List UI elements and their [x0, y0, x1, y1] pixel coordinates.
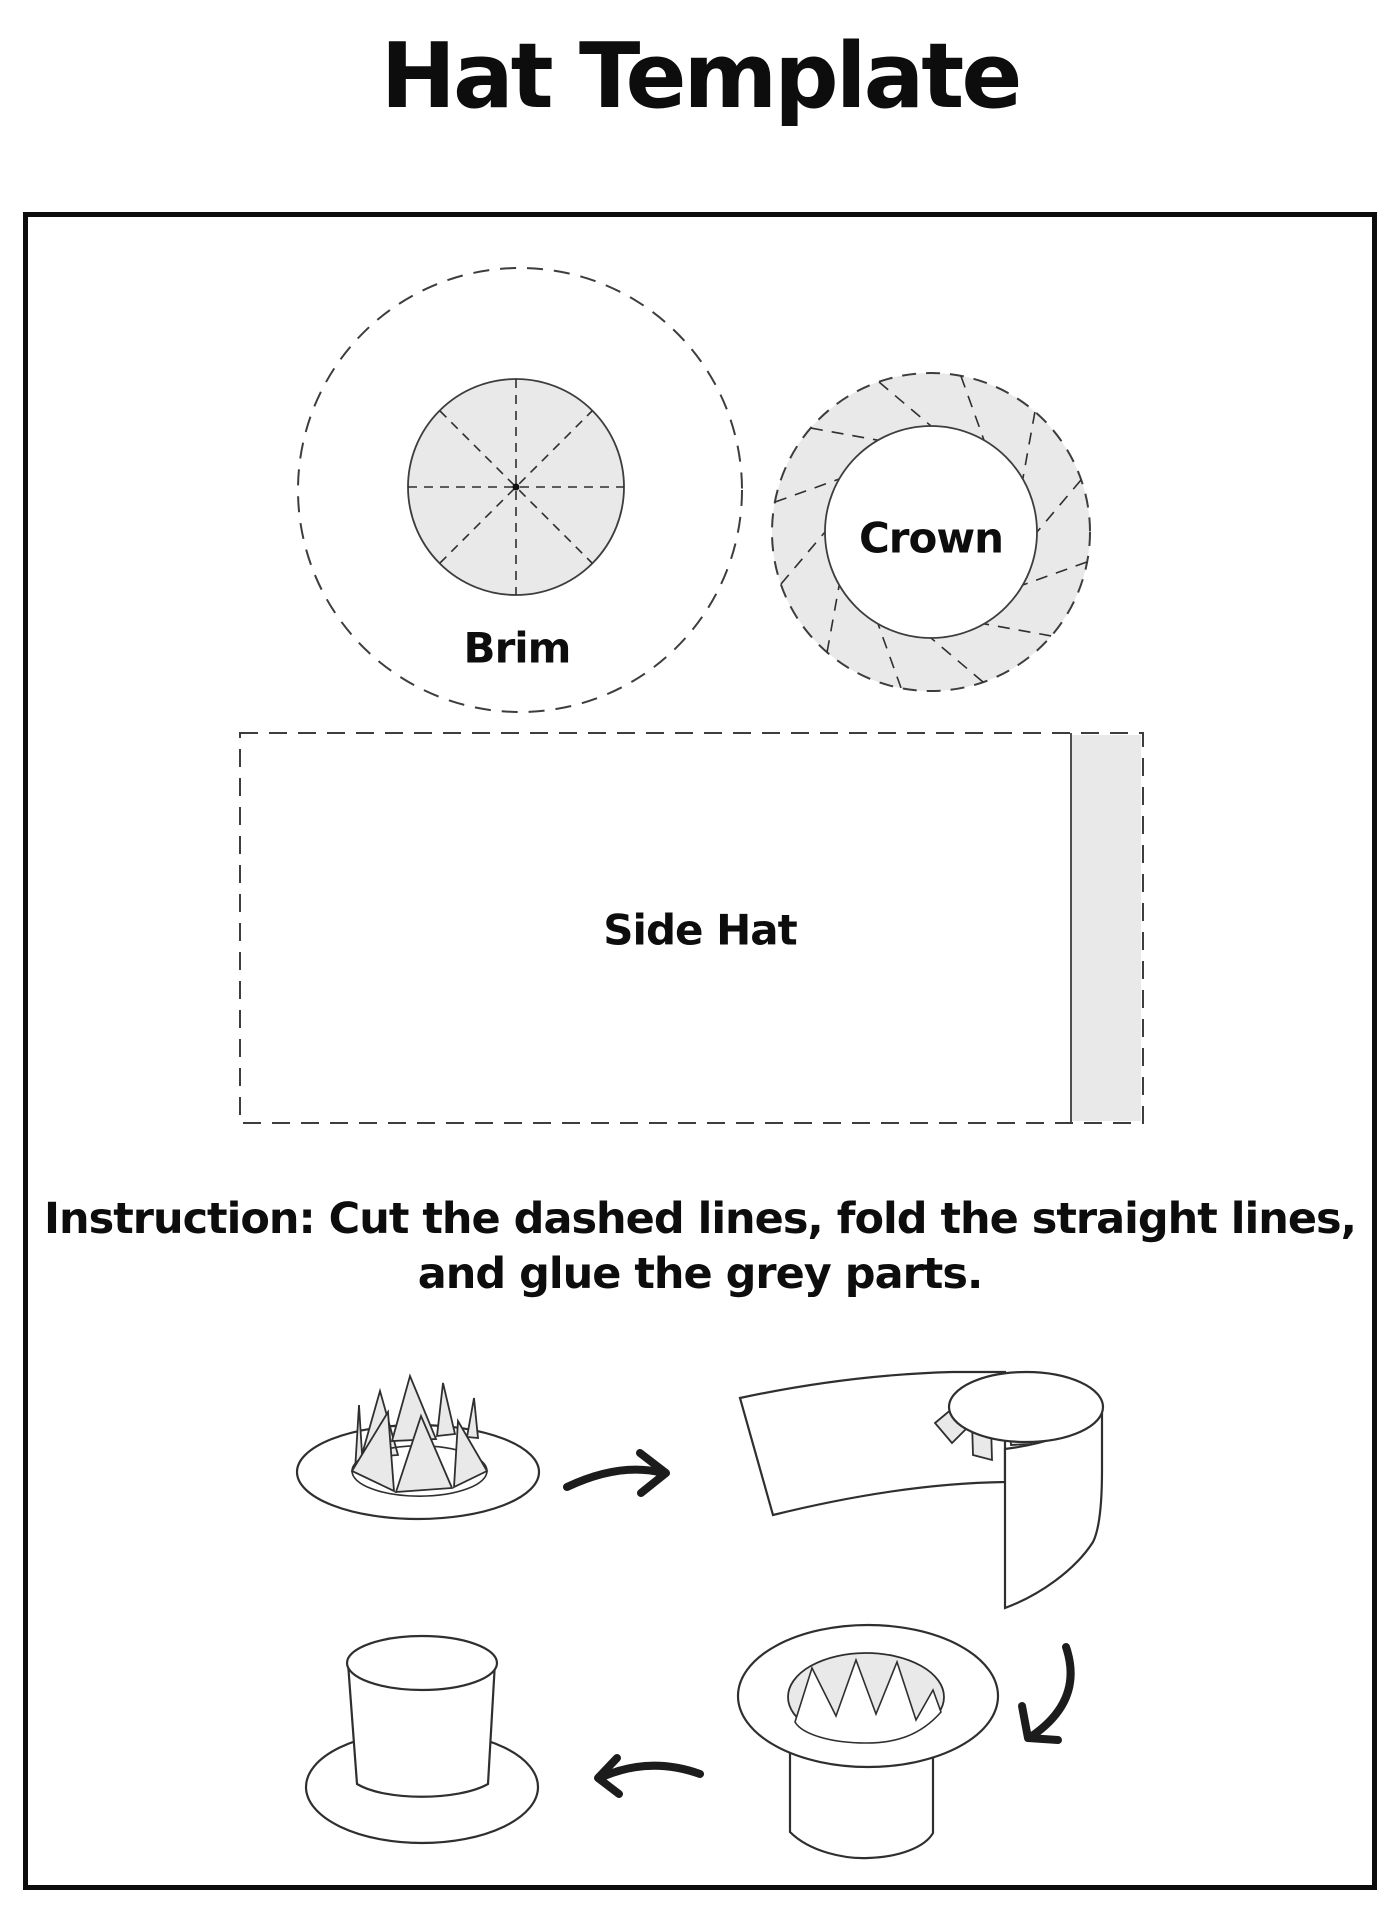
side-hat-label: Side Hat	[603, 905, 797, 955]
step-side-wrap-illustration	[740, 1372, 1103, 1608]
crown-label: Crown	[858, 513, 1004, 563]
instruction-line-1: Instruction: Cut the dashed lines, fold the straight lines,	[43, 1194, 1356, 1244]
instruction-line-2: and glue the grey parts.	[417, 1249, 983, 1300]
arrow-left-icon	[598, 1758, 700, 1794]
side-hat-glue-strip	[1071, 735, 1141, 1121]
brim-center-dot	[513, 484, 520, 491]
arrow-right-icon	[567, 1453, 666, 1493]
arrow-down-icon	[1022, 1647, 1071, 1740]
page-title: Hat Template	[380, 24, 1020, 129]
step-finished-hat-illustration	[306, 1636, 538, 1843]
step-inverted-hat-illustration	[738, 1625, 998, 1858]
step-folded-brim-illustration	[297, 1376, 539, 1519]
instruction-text	[0, 1192, 1400, 1302]
brim-label: Brim	[463, 623, 571, 673]
